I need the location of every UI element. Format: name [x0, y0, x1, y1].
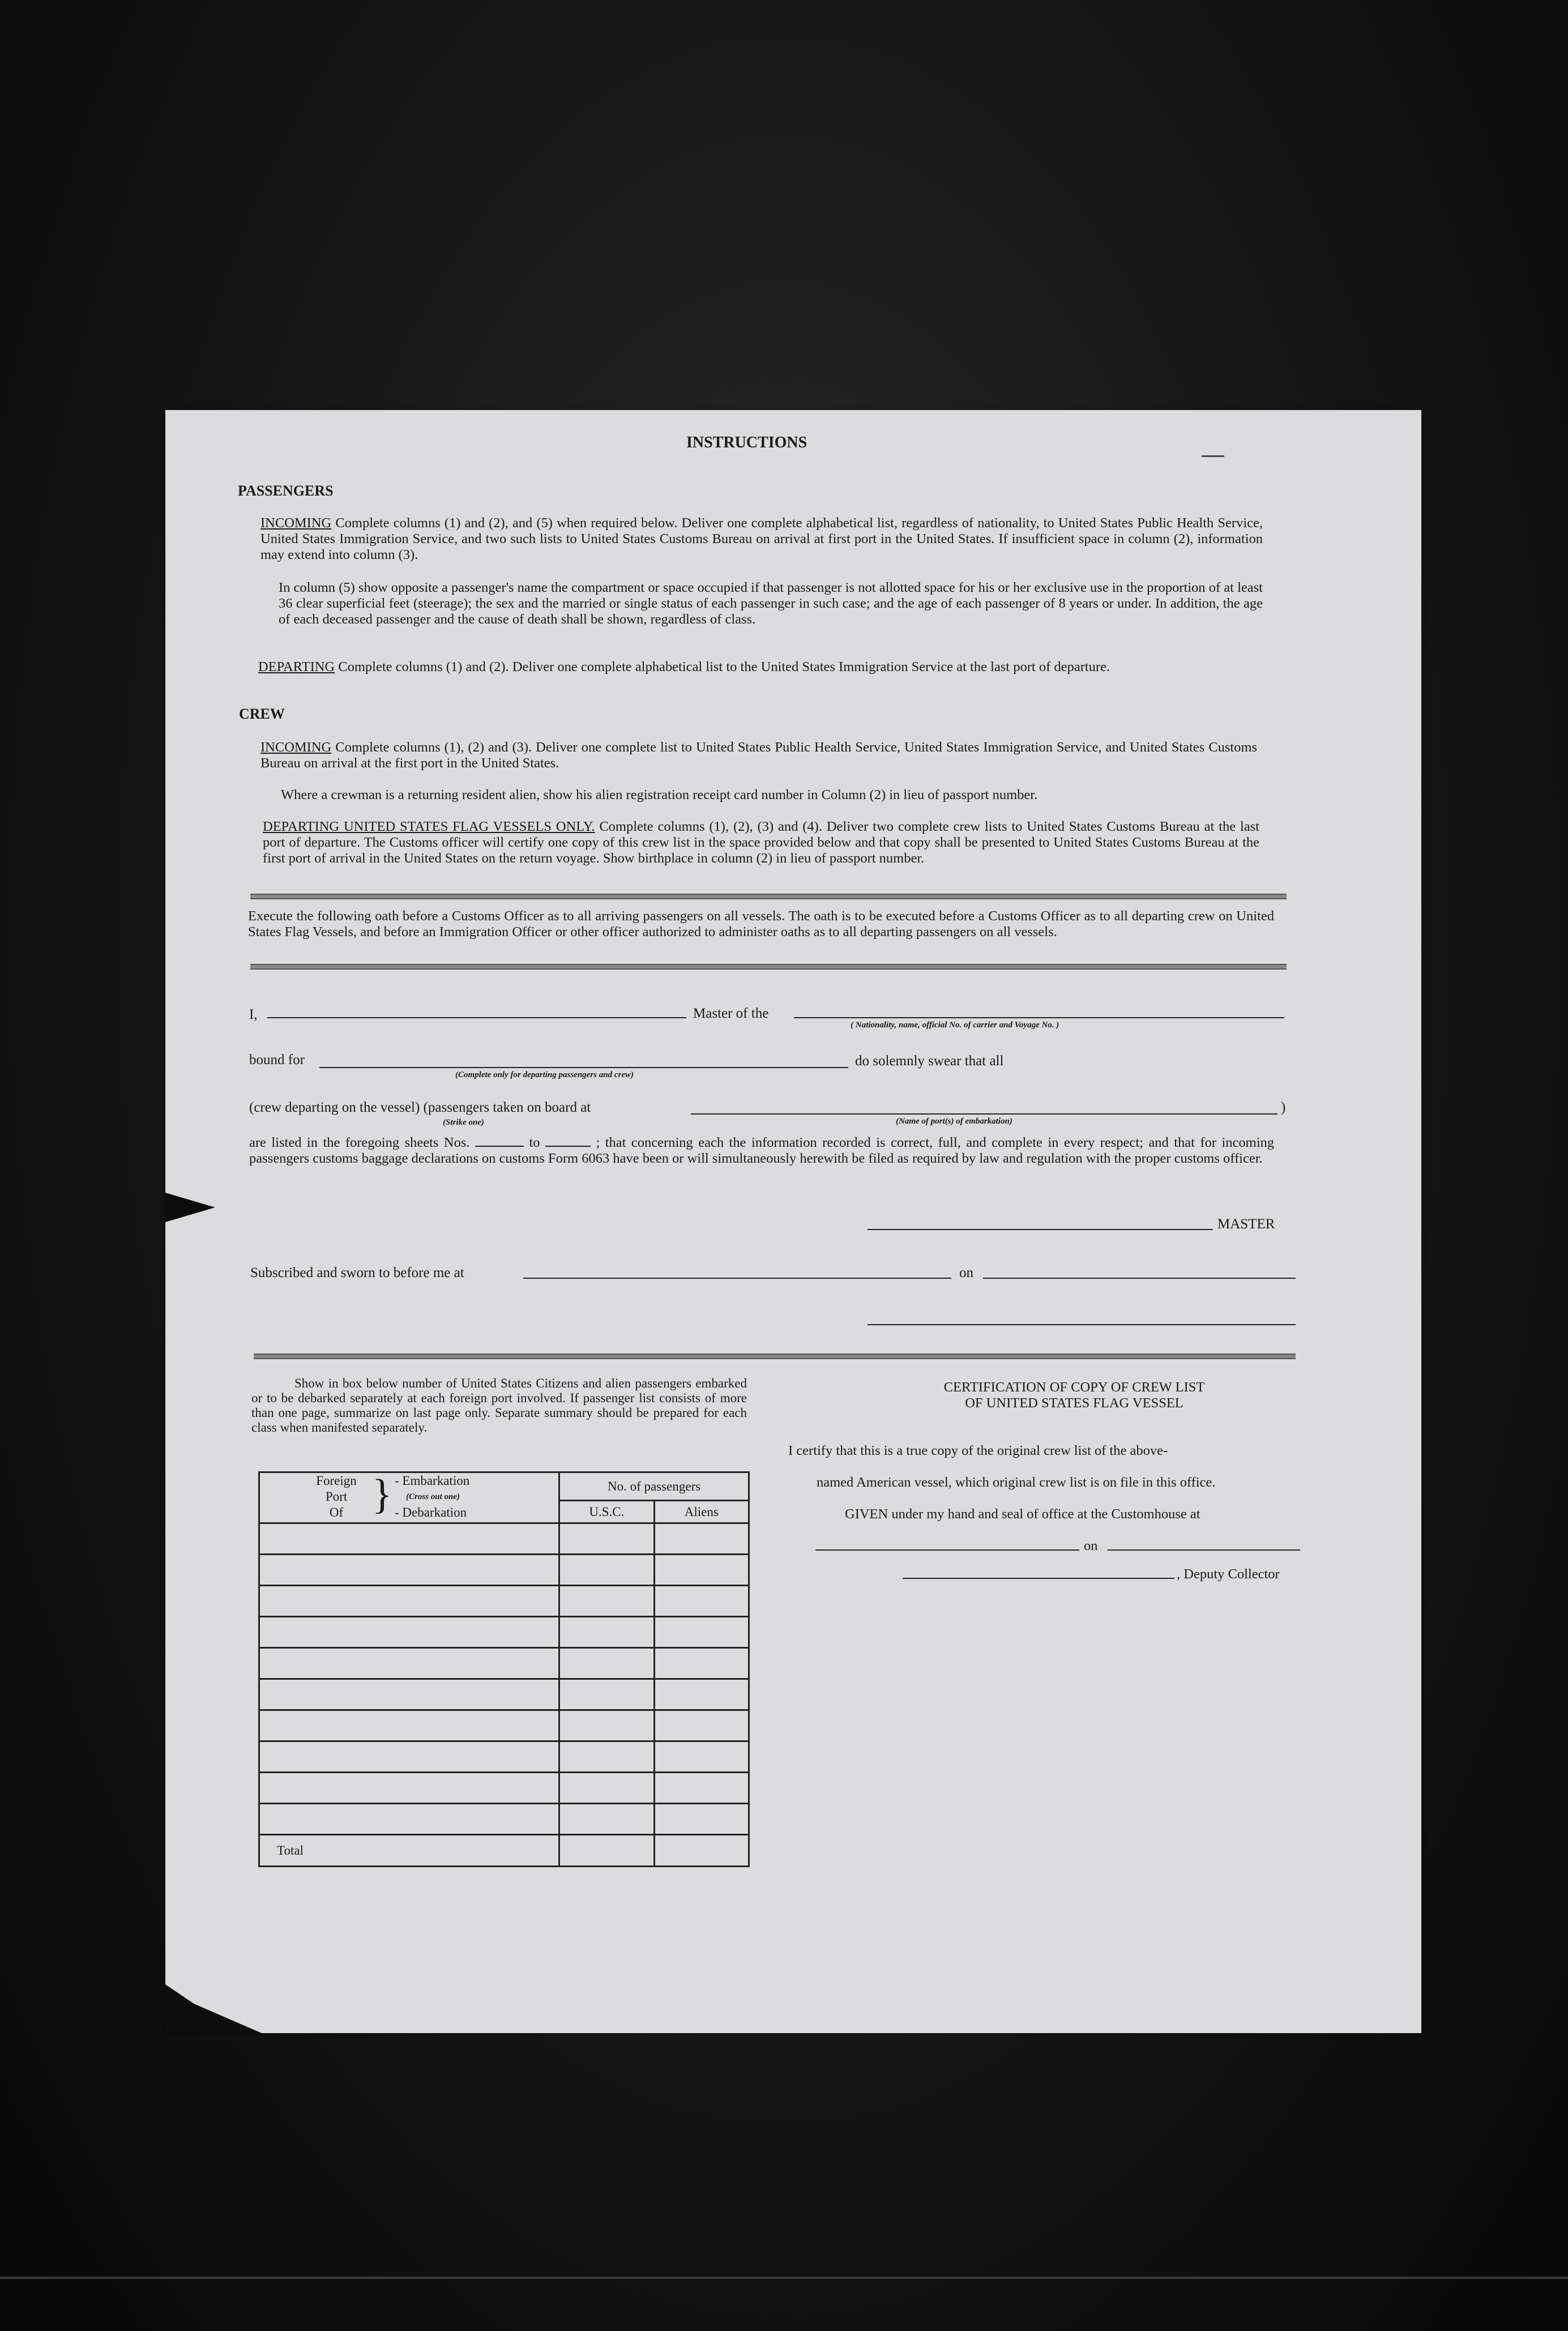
certification-line2: named American vessel, which original crew list is on file in this office.: [817, 1475, 1216, 1490]
no-passengers-header: No. of passengers: [559, 1472, 749, 1501]
aliens-cell[interactable]: [654, 1523, 749, 1555]
brace-icon: }: [372, 1471, 392, 1518]
divider-rule: [250, 964, 1287, 970]
aliens-cell[interactable]: [654, 1679, 749, 1710]
sworn-place-field[interactable]: [523, 1278, 951, 1279]
passenger-summary-table: [258, 1471, 750, 1867]
crew-incoming-text: Complete columns (1), (2) and (3). Deliver one complete list to United States Public Health Service, United States Immigration Service, and United States Customs Bureau on arrival at the first port in the United States.: [260, 740, 1258, 771]
usc-cell[interactable]: [559, 1555, 654, 1586]
certification-title-line1: CERTIFICATION OF COPY OF CREW LIST: [943, 1380, 1205, 1395]
passengers-heading: PASSENGERS: [238, 483, 334, 499]
master-name-field[interactable]: [267, 1017, 686, 1018]
table-row: [259, 1679, 749, 1710]
divider-rule: [254, 1354, 1296, 1359]
strike-one-note: (Strike one): [443, 1118, 484, 1127]
vessel-field[interactable]: [794, 1017, 1284, 1018]
table-row: [259, 1741, 749, 1773]
aliens-cell[interactable]: [654, 1741, 749, 1773]
total-usc-cell[interactable]: [559, 1835, 654, 1867]
port-cell[interactable]: [259, 1617, 559, 1648]
departing-lead: DEPARTING: [258, 659, 335, 674]
port-label: Port: [325, 1489, 348, 1504]
divider-rule: [250, 894, 1287, 899]
port-cell[interactable]: [259, 1804, 559, 1835]
usc-cell[interactable]: [559, 1773, 654, 1804]
usc-cell[interactable]: [559, 1523, 654, 1555]
oath-intro: Execute the following oath before a Customs Officer as to all arriving passengers on all vessels. The oath is to be executed before a Customs Officer as to all departing crew on United States Flag Vessels, and before an Immigration Officer or other officer authorized to administer oaths as to all departing passengers on all vessels.: [248, 908, 1274, 940]
sworn-date-field[interactable]: [983, 1278, 1296, 1279]
debarkation-label: - Debarkation: [395, 1505, 467, 1519]
torn-corner: [165, 1984, 262, 2033]
table-row: [259, 1710, 749, 1741]
port-cell[interactable]: [259, 1523, 559, 1555]
usc-header: U.S.C.: [559, 1501, 654, 1523]
bound-for-label: bound for: [249, 1052, 305, 1068]
certification-given: GIVEN under my hand and seal of office at the Customhouse at: [845, 1506, 1200, 1522]
aliens-cell[interactable]: [654, 1710, 749, 1741]
aliens-cell[interactable]: [654, 1773, 749, 1804]
total-aliens-cell[interactable]: [654, 1835, 749, 1867]
form-page: [165, 410, 1421, 2033]
crew-departing-label: (crew departing on the vessel) (passengers taken on board at: [249, 1100, 591, 1115]
passengers-incoming-paragraph: [260, 515, 1263, 563]
flag-vessels-paragraph: [263, 819, 1259, 866]
certification-date-field[interactable]: [1108, 1549, 1300, 1551]
aliens-cell[interactable]: [654, 1586, 749, 1617]
listed-text-b: ; that concerning each the information recorded is correct, full, and complete in every respect; and that for incoming passengers customs baggage declarations on customs Form 6063 have been or will simultaneously herewith be filed as required by law and regulation with the proper customs officer.: [249, 1135, 1275, 1166]
usc-cell[interactable]: [559, 1617, 654, 1648]
port-cell[interactable]: [259, 1648, 559, 1679]
column5-paragraph: In column (5) show opposite a passenger's name the compartment or space occupied if that passenger is not allotted space for his or her exclusive use in the proportion of at least 36 clear superficial feet (steerage); the sex and the married or single status of each passenger in such case; and the age of each passenger of 8 years or under. In addition, the age of each deceased passenger and the cause of death shall be shown, regardless of class.: [279, 580, 1263, 627]
certification-title-line2: OF UNITED STATES FLAG VESSEL: [965, 1395, 1184, 1411]
summary-instructions: Show in box below number of United States Citizens and alien passengers embarked or to be debarked separately at each foreign port involved. If passenger list consists of more than one page, summarize on last page only. Separate summary should be prepared for each class when manifested separately.: [251, 1376, 747, 1435]
aliens-cell[interactable]: [654, 1648, 749, 1679]
subscribed-label: Subscribed and sworn to before me at: [250, 1265, 464, 1280]
of-label: Of: [329, 1505, 344, 1519]
page-title: INSTRUCTIONS: [686, 434, 808, 451]
crew-incoming-paragraph: [260, 740, 1257, 771]
table-row: [259, 1617, 749, 1648]
usc-cell[interactable]: [559, 1804, 654, 1835]
scanner-edge-line: [0, 2277, 1568, 2279]
listed-text-a: are listed in the foregoing sheets Nos.: [249, 1135, 470, 1150]
port-cell[interactable]: [259, 1710, 559, 1741]
sheet-to-field[interactable]: [545, 1135, 591, 1147]
embarkation-label: - Embarkation: [395, 1474, 470, 1488]
close-paren: ): [1281, 1100, 1286, 1115]
cross-out-note: (Cross out one): [406, 1492, 460, 1501]
torn-edge: [165, 1193, 215, 1222]
total-label: Total: [259, 1835, 559, 1867]
swear-label: do solemnly swear that all: [855, 1053, 1004, 1069]
crewman-paragraph: Where a crewman is a returning resident alien, show his alien registration receipt card number in Column (2) in lieu of passport number.: [281, 787, 1038, 802]
port-cell[interactable]: [259, 1773, 559, 1804]
master-signature-field[interactable]: [868, 1229, 1213, 1230]
bound-for-field[interactable]: [319, 1067, 848, 1068]
aliens-cell[interactable]: [654, 1617, 749, 1648]
deputy-collector-label: , Deputy Collector: [1177, 1566, 1280, 1582]
incoming-lead: INCOMING: [260, 515, 332, 531]
listed-to: to: [529, 1135, 540, 1150]
port-cell[interactable]: [259, 1555, 559, 1586]
certification-line1: I certify that this is a true copy of the original crew list of the above-: [788, 1443, 1168, 1458]
flag-vessels-text: Complete columns (1), (2), (3) and (4). Deliver two complete crew lists to United States Customs Bureau at the last port of departure. The Customs officer will certify one copy of this crew list in the space provided below and that copy shall be presented to United States Customs Bureau at the first port of arrival in the United States on the return voyage. Show birthplace in column (2) in lieu of passport number.: [263, 819, 1259, 866]
table-row: [259, 1804, 749, 1835]
officer-signature-field[interactable]: [868, 1324, 1296, 1325]
table-row: [259, 1523, 749, 1555]
table-row: [259, 1555, 749, 1586]
certification-on-label: on: [1084, 1538, 1098, 1553]
table-row: [259, 1586, 749, 1617]
foreign-port-header: [259, 1472, 559, 1523]
usc-cell[interactable]: [559, 1710, 654, 1741]
deputy-collector-signature-field[interactable]: [903, 1578, 1174, 1579]
passengers-departing-paragraph: [258, 659, 1263, 675]
complete-only-note: (Complete only for departing passengers and crew): [455, 1070, 634, 1079]
nationality-note: ( Nationality, name, official No. of carrier and Voyage No. ): [851, 1021, 1059, 1030]
port-cell[interactable]: [259, 1679, 559, 1710]
aliens-header: Aliens: [654, 1501, 749, 1523]
certification-title: [879, 1380, 1270, 1411]
port-cell[interactable]: [259, 1741, 559, 1773]
crew-heading: CREW: [239, 706, 285, 722]
usc-cell[interactable]: [559, 1741, 654, 1773]
usc-cell[interactable]: [559, 1648, 654, 1679]
usc-cell[interactable]: [559, 1586, 654, 1617]
port-cell[interactable]: [259, 1586, 559, 1617]
table-row: [259, 1773, 749, 1804]
foreign-label: Foreign: [316, 1474, 357, 1488]
port-note: (Name of port(s) of embarkation): [896, 1117, 1012, 1126]
i-label: I,: [249, 1007, 258, 1022]
flag-vessels-lead: DEPARTING UNITED STATES FLAG VESSELS ONLY.: [263, 819, 595, 834]
port-embarkation-field[interactable]: [691, 1113, 1278, 1115]
sheet-from-field[interactable]: [475, 1135, 524, 1147]
aliens-cell[interactable]: [654, 1555, 749, 1586]
master-label: MASTER: [1217, 1216, 1275, 1232]
aliens-cell[interactable]: [654, 1804, 749, 1835]
pencil-mark: [1202, 455, 1224, 457]
listed-paragraph: [249, 1135, 1274, 1167]
incoming-text: Complete columns (1) and (2), and (5) when required below. Deliver one complete alphabetical list, regardless of nationality, to United States Public Health Service, United States Immigration Service, and two such lists to United States Customs Bureau on arrival at first port in the United States. If insufficient space in column (2), information may extend into column (3).: [260, 515, 1263, 562]
table-row: [259, 1648, 749, 1679]
usc-cell[interactable]: [559, 1679, 654, 1710]
crew-incoming-lead: INCOMING: [260, 740, 332, 755]
sworn-on-label: on: [959, 1265, 973, 1280]
customhouse-field[interactable]: [815, 1549, 1079, 1551]
departing-text: Complete columns (1) and (2). Deliver one complete alphabetical list to the United States Immigration Service at the last port of departure.: [338, 659, 1110, 674]
master-of-label: Master of the: [693, 1006, 769, 1021]
